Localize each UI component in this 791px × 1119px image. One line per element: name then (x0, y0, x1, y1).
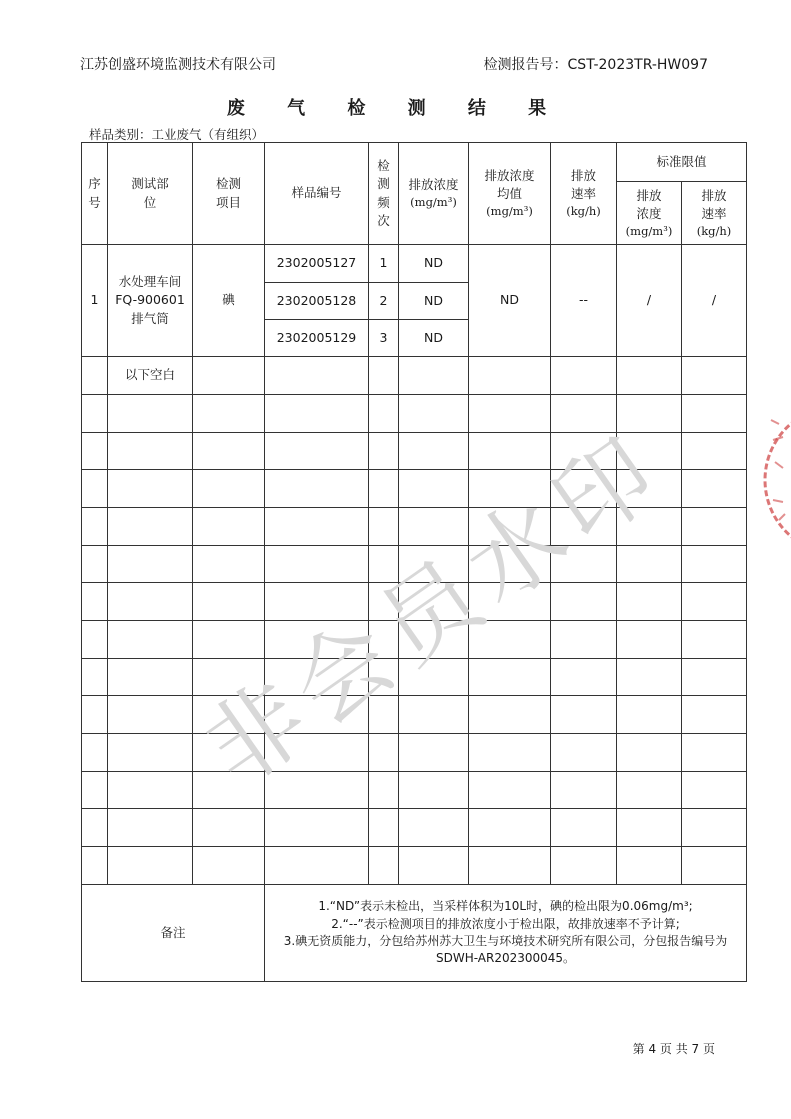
col-limit-rate (682, 182, 747, 245)
page-footer: 第 4 页 共 7 页 (632, 1042, 715, 1056)
note-line-2: 2.“--”表示检测项目的排放浓度小于检出限，故排放速率不予计算; (331, 916, 680, 931)
blank-marker-row (82, 357, 747, 395)
col-conc-avg (469, 143, 551, 245)
conc: ND (399, 283, 469, 320)
empty-row (82, 433, 747, 470)
notes-row (82, 885, 747, 982)
col-sample-no: 样品编号 (265, 143, 369, 245)
sample-no: 2302005127 (265, 245, 369, 283)
table-row (82, 245, 747, 283)
col-limit-rate-label: 排放速率 (701, 187, 727, 221)
rate: -- (551, 245, 617, 357)
col-location: 测试部位 (108, 143, 193, 245)
page-title: 废 气 检 测 结 果 (226, 98, 565, 119)
empty-row (82, 583, 747, 621)
col-conc-unit: (mg/m³) (410, 195, 457, 210)
empty-row (82, 772, 747, 809)
col-seq: 序号 (82, 143, 108, 245)
col-rate (551, 143, 617, 245)
note-line-3: 3.碘无资质能力，分包给苏州苏大卫生与环境技术研究所有限公司，分包报告编号为SDWH-AR202300045。 (283, 934, 728, 966)
freq: 3 (369, 320, 399, 357)
sample-no: 2302005129 (265, 320, 369, 357)
col-limit-conc-unit: (mg/m³) (625, 223, 673, 238)
results-table (81, 142, 747, 982)
limit-conc: / (617, 245, 682, 357)
empty-row (82, 395, 747, 433)
empty-row (82, 659, 747, 696)
col-limit-rate-unit: (kg/h) (696, 223, 732, 238)
empty-row (82, 546, 747, 583)
col-freq: 检测频次 (369, 143, 399, 245)
col-conc-label: 排放浓度 (408, 177, 459, 193)
record-location (108, 245, 193, 357)
notes-label: 备注 (82, 885, 265, 982)
conc: ND (399, 245, 469, 283)
record-seq: 1 (82, 245, 108, 357)
empty-row (82, 470, 747, 508)
empty-row (82, 809, 747, 847)
report-number: 检测报告号：CST-2023TR-HW097 (483, 57, 708, 73)
company-name: 江苏创盛环境监测技术有限公司 (80, 57, 276, 73)
col-conc-avg-label: 排放浓度均值 (484, 168, 535, 202)
conc: ND (399, 320, 469, 357)
empty-row (82, 696, 747, 734)
col-conc (399, 143, 469, 245)
freq: 2 (369, 283, 399, 320)
col-conc-avg-unit: (mg/m³) (486, 204, 533, 219)
location-line-1: 水处理车间 (118, 274, 182, 290)
sample-type: 样品类别：工业废气（有组织） (89, 127, 265, 142)
blank-text: 以下空白 (108, 357, 193, 395)
seal-stamp-edge (761, 400, 791, 560)
freq: 1 (369, 245, 399, 283)
empty-row (82, 621, 747, 659)
empty-row (82, 734, 747, 772)
seal-stamp-graphic (761, 400, 791, 560)
location-line-3: 排气筒 (131, 310, 169, 326)
watermark: 非会员水印 (185, 411, 684, 808)
conc-avg: ND (469, 245, 551, 357)
empty-row (82, 847, 747, 885)
location-line-2: FQ-900601 (115, 292, 185, 308)
notes-content (265, 885, 747, 982)
col-rate-label: 排放速率 (570, 168, 596, 202)
col-limit-conc (617, 182, 682, 245)
col-limit-group: 标准限值 (617, 143, 747, 182)
col-rate-unit: (kg/h) (566, 204, 601, 219)
note-line-1: 1.“ND”表示未检出，当采样体积为10L时，碘的检出限为0.06mg/m³; (318, 899, 693, 914)
col-limit-conc-label: 排放浓度 (636, 187, 662, 221)
col-item: 检测项目 (193, 143, 265, 245)
sample-no: 2302005128 (265, 283, 369, 320)
empty-row (82, 508, 747, 546)
limit-rate: / (682, 245, 747, 357)
record-item: 碘 (193, 245, 265, 357)
header-row (82, 143, 747, 182)
